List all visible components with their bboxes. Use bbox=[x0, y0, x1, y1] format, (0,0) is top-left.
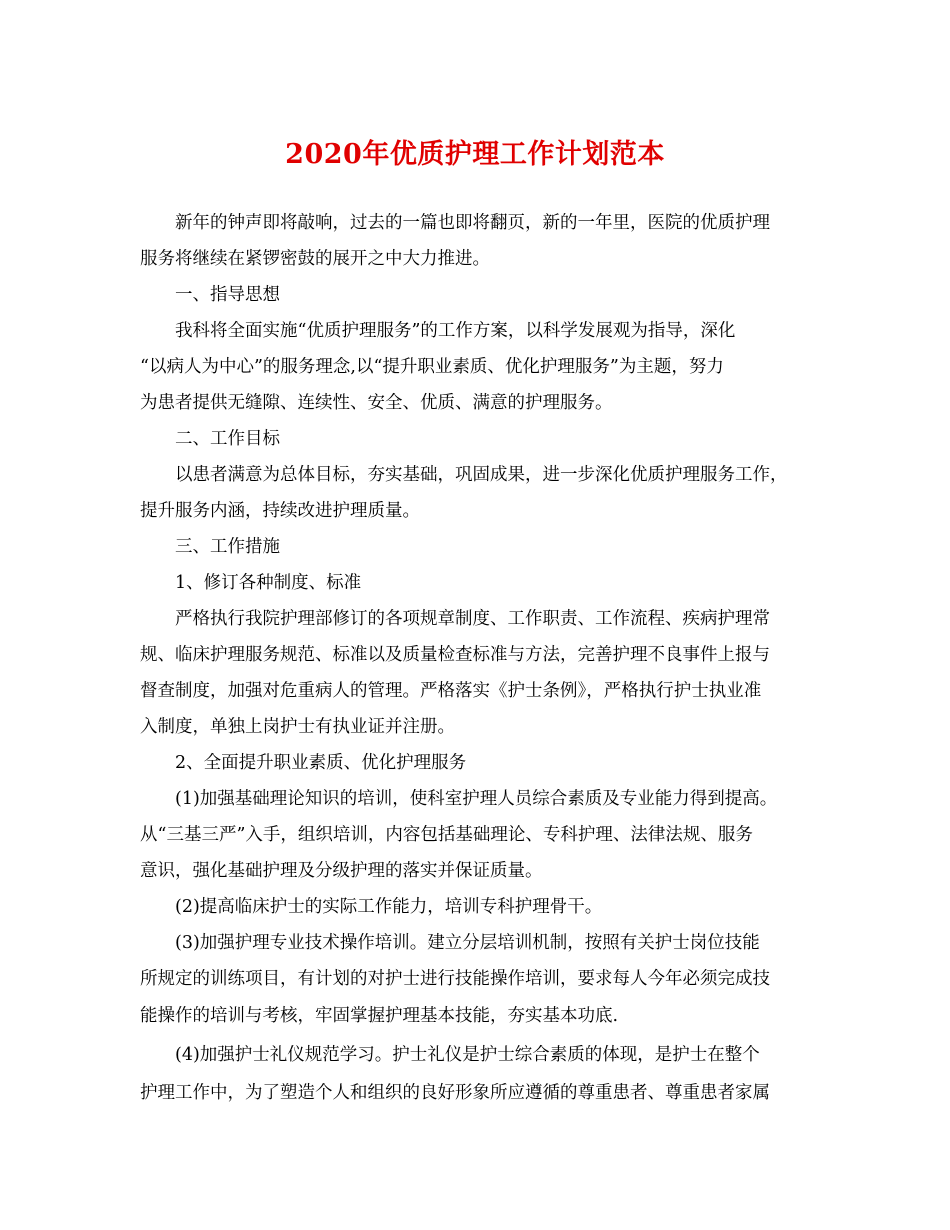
paragraph-line: 新年的钟声即将敲响，过去的一篇也即将翻页，新的一年里，医院的优质护理 bbox=[175, 213, 770, 233]
paragraph-line: 服务将继续在紧锣密鼓的展开之中大力推进。 bbox=[140, 249, 490, 269]
document-body bbox=[140, 205, 820, 1111]
paragraph-line: “以病人为中心”的服务理念,以“提升职业素质、优化护理服务”为主题，努力 bbox=[140, 357, 724, 377]
paragraph-line: 严格执行我院护理部修订的各项规章制度、工作职责、工作流程、疾病护理常 bbox=[175, 609, 770, 629]
paragraph-line: 能操作的培训与考核，牢固掌握护理基本技能，夯实基本功底. bbox=[140, 1006, 619, 1026]
section-heading: 一、指导思想 bbox=[175, 285, 280, 305]
paragraph-line: 规、临床护理服务规范、标准以及质量检查标准与方法，完善护理不良事件上报与 bbox=[140, 645, 770, 665]
paragraph-line: 从“三基三严”入手，组织培训，内容包括基础理论、专科护理、法律法规、服务 bbox=[140, 825, 753, 845]
subsection-heading: 2、全面提升职业素质、优化护理服务 bbox=[175, 753, 467, 773]
paragraph-line: 以患者满意为总体目标，夯实基础，巩固成果，进一步深化优质护理服务工作， bbox=[175, 465, 788, 485]
paragraph-line: (2)提高临床护士的实际工作能力，培训专科护理骨干。 bbox=[175, 897, 603, 917]
paragraph-line: 提升服务内涵，持续改进护理质量。 bbox=[140, 501, 420, 521]
subsection-heading: 1、修订各种制度、标准 bbox=[175, 573, 362, 593]
paragraph-line: 督查制度，加强对危重病人的管理。严格落实《护士条例》，严格执行护士执业准 bbox=[140, 681, 762, 701]
paragraph-line: (1)加强基础理论知识的培训，使科室护理人员综合素质及专业能力得到提高。 bbox=[175, 789, 778, 809]
paragraph-line: 入制度，单独上岗护士有执业证并注册。 bbox=[140, 717, 455, 737]
paragraph-line: 我科将全面实施“优质护理服务”的工作方案，以科学发展观为指导，深化 bbox=[175, 321, 736, 341]
paragraph-line: 为患者提供无缝隙、连续性、安全、优质、满意的护理服务。 bbox=[140, 393, 613, 413]
paragraph-line: 所规定的训练项目，有计划的对护士进行技能操作培训，要求每人今年必须完成技 bbox=[140, 969, 770, 989]
paragraph-line: (4)加强护士礼仪规范学习。护士礼仪是护士综合素质的体现，是护士在整个 bbox=[175, 1045, 760, 1065]
section-heading: 二、工作目标 bbox=[175, 429, 280, 449]
document-title: 2020年优质护理工作计划范本 bbox=[285, 139, 665, 170]
section-heading: 三、工作措施 bbox=[175, 537, 280, 557]
paragraph-line: 护理工作中，为了塑造个人和组织的良好形象所应遵循的尊重患者、尊重患者家属 bbox=[140, 1083, 770, 1103]
paragraph-line: 意识，强化基础护理及分级护理的落实并保证质量。 bbox=[140, 861, 543, 881]
paragraph-line: (3)加强护理专业技术操作培训。建立分层培训机制，按照有关护士岗位技能 bbox=[175, 933, 760, 953]
